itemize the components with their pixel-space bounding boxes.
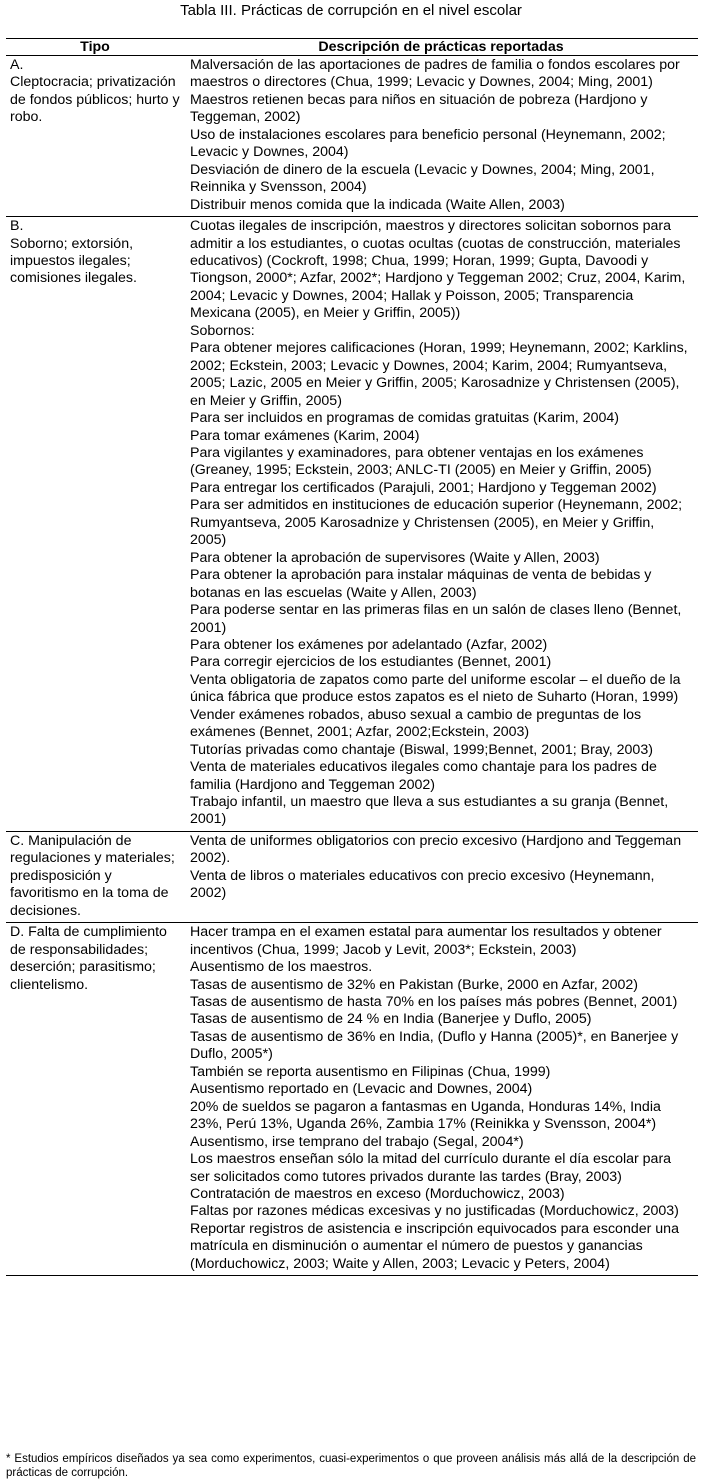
practice-item: Desviación de dinero de la escuela (Levacic y Downes, 2004; Ming, 2001, Reinnika y Svensson, 2004) [190,161,655,196]
category-letter: D. [10,924,25,941]
tipo-cell-a [6,56,184,217]
desc-cell-d [184,923,698,1276]
practice-item: Para obtener la aprobación de supervisores (Waite y Allen, 2003) [190,549,600,566]
practice-item: Distribuir menos comida que la indicada (Waite Allen, 2003) [190,196,565,213]
practice-item: Tasas de ausentismo de 24 % en India (Banerjee y Duflo, 2005) [190,1011,592,1028]
practice-item: Venta de libros o materiales educativos con precio excesivo (Heynemann, 2002) [190,867,655,902]
practice-item: Venta obligatoria de zapatos como parte del uniforme escolar – el dueño de la única fábrica que produce estos zapatos es el nieto de Suharto (Horan, 1999) [190,671,681,706]
category-letter: B. [10,218,24,235]
practice-item: También se reporta ausentismo en Filipinas (Chua, 1999) [190,1063,551,1080]
practice-item: Para corregir ejercicios de los estudiantes (Bennet, 2001) [190,654,552,671]
category-letter: A. [10,57,24,73]
practice-item: Para obtener la aprobación para instalar máquinas de venta de bebidas y botanas en las escuelas (Waite y Allen, 2003) [190,567,652,601]
tipo-cell-c [6,831,184,922]
table-header-row [6,39,698,56]
practice-item: Para poderse sentar en las primeras filas en un salón de clases lleno (Bennet, 2001) [190,602,682,636]
practice-item: Contratación de maestros en exceso (Morduchowicz, 2003) [190,1186,565,1202]
desc-cell-c [184,831,698,922]
table-row-b [6,217,698,832]
table-row-c [6,831,698,922]
practice-item: Uso de instalaciones escolares para beneficio personal (Heynemann, 2002; Levacic y Downes, 2004) [190,126,666,161]
practice-item: Reportar registros de asistencia e inscripción equivocados para esconder una matrícula en disminución o aumentar el número de puestos y ganancias (Morduchowicz, 2003; Waite y Allen, 2003; Levacic y Peters, 2004) [190,1220,679,1272]
header-tipo: Tipo [6,39,184,56]
practice-item: Para entregar los certificados (Parajuli, 2001; Hardjono y Teggeman 2002) [190,479,657,496]
table-footnote: * Estudios empíricos diseñados ya sea como experimentos, cuasi-experimentos o que proveen análisis más allá de la descripción de prácticas de corrupción. [6,1453,696,1479]
practice-item: Vender exámenes robados, abuso sexual a cambio de preguntas de los exámenes (Bennet, 2001; Azfar, 2002;Eckstein, 2003) [190,706,642,741]
practice-item: Ausentismo, irse temprano del trabajo (Segal, 2004*) [190,1133,524,1150]
practice-item: Tasas de ausentismo de 32% en Pakistan (Burke, 2000 en Azfar, 2002) [190,976,638,993]
corruption-practices-table [6,38,698,1276]
table-caption: Tabla III. Prácticas de corrupción en el nivel escolar [180,2,522,19]
practice-item: Para ser admitidos en instituciones de educación superior (Heynemann, 2002; Rumyantseva, 2005 Karosadnize y Christensen (2005), en Meier y Griffin, 2005) [190,497,683,549]
practice-item: Para obtener los exámenes por adelantado (Azfar, 2002) [190,636,548,653]
table-row-a [6,56,698,217]
practice-item: Tutorías privadas como chantaje (Biswal, 1999;Bennet, 2001; Bray, 2003) [190,741,653,758]
header-descripcion: Descripción de prácticas reportadas [184,39,698,56]
practice-item: Ausentismo reportado en (Levacic and Downes, 2004) [190,1081,533,1098]
tipo-cell-b [6,217,184,832]
practice-item: Ausentismo de los maestros. [190,959,373,976]
practice-item: Venta de materiales educativos ilegales como chantaje para los padres de familia (Hardjono and Teggeman 2002) [190,759,657,793]
practice-item: 20% de sueldos se pagaron a fantasmas en Uganda, Honduras 14%, India 23%, Perú 13%, Uganda 26%, Zambia 17% (Reinikka y Svensson, 2004*) [190,1098,661,1133]
practice-item: Maestros retienen becas para niños en situación de pobreza (Hardjono y Teggeman, 2002) [190,91,648,126]
tipo-cell-d [6,923,184,1276]
category-name: Cleptocracia; privatización de fondos públicos; hurto y robo. [10,74,180,126]
practice-item: Para obtener mejores calificaciones (Horan, 1999; Heynemann, 2002; Karklins, 2002; Eckstein, 2003; Levacic y Downes, 2004; Karim, 2004; Rumyantseva, 2005; Lazic, 2005 en Meier y Griffin, 2005; Karosadnize y Christensen (2005), en Meier y Griffin, 2005) [190,340,688,409]
practice-item: Tasas de ausentismo de 36% en India, (Duflo y Hanna (2005)*, en Banerjee y Duflo, 2005*) [190,1028,679,1063]
practice-item: Trabajo infantil, un maestro que lleva a sus estudiantes a su granja (Bennet, 2001) [190,794,669,828]
table-row-d [6,923,698,1276]
desc-cell-b [184,217,698,832]
practice-item: Hacer trampa en el examen estatal para aumentar los resultados y obtener incentivos (Chua, 1999; Jacob y Levit, 2003*; Eckstein, 2003) [190,924,662,958]
practice-item: Tasas de ausentismo de hasta 70% en los países más pobres (Bennet, 2001) [190,994,678,1011]
practice-item: Cuotas ilegales de inscripción, maestros y directores solicitan sobornos para admitir a los estudiantes, o cuotas ocultas (cuotas de construcción, materiales educativos) (Cockroft, 1998; Chua, 1999; Horan, 1999; Gupta, Davoodi y Tiongson, 2000*; Azfar, 2002*; Hardjono y Teggeman 2002; Cruz, 2004, Karim, 2004; Levacic y Downes, 2004; Hallak y Poisson, 2005; Transparencia Mexicana (2005), en Meier y Griffin, 2005)) [190,218,686,322]
category-letter: C. [10,832,25,849]
desc-cell-a [184,56,698,217]
practice-item: Para tomar exámenes (Karim, 2004) [190,427,420,444]
practice-item: Venta de uniformes obligatorios con precio excesivo (Hardjono and Teggeman 2002). [190,832,682,867]
practice-item: Malversación de las aportaciones de padres de familia o fondos escolares por maestros o directores (Chua, 1999; Levacic y Downes, 2004; Ming, 2001) [190,57,680,91]
practice-item: Los maestros enseñan sólo la mitad del currículo durante el día escolar para ser solicitados como tutores privados durante las tardes (Bray, 2003) [190,1151,672,1185]
practice-item: Sobornos: [190,322,255,339]
category-name: Soborno; extorsión, impuestos ilegales; comisiones ilegales. [10,235,137,287]
category-name: Falta de cumplimiento de responsabilidades; deserción; parasitismo; clientelismo. [10,924,167,993]
category-name: Manipulación de regulaciones y materiales; predisposición y favoritismo en la toma de decisiones. [10,832,175,919]
practice-item: Para vigilantes y examinadores, para obtener ventajas en los exámenes (Greaney, 1995; Eckstein, 2003; ANLC-TI (2005) en Meier y Griffin, 2005) [190,444,652,479]
practice-item: Para ser incluidos en programas de comidas gratuitas (Karim, 2004) [190,410,619,427]
practice-item: Faltas por razones médicas excesivas y no justificadas (Morduchowicz, 2003) [190,1203,679,1220]
